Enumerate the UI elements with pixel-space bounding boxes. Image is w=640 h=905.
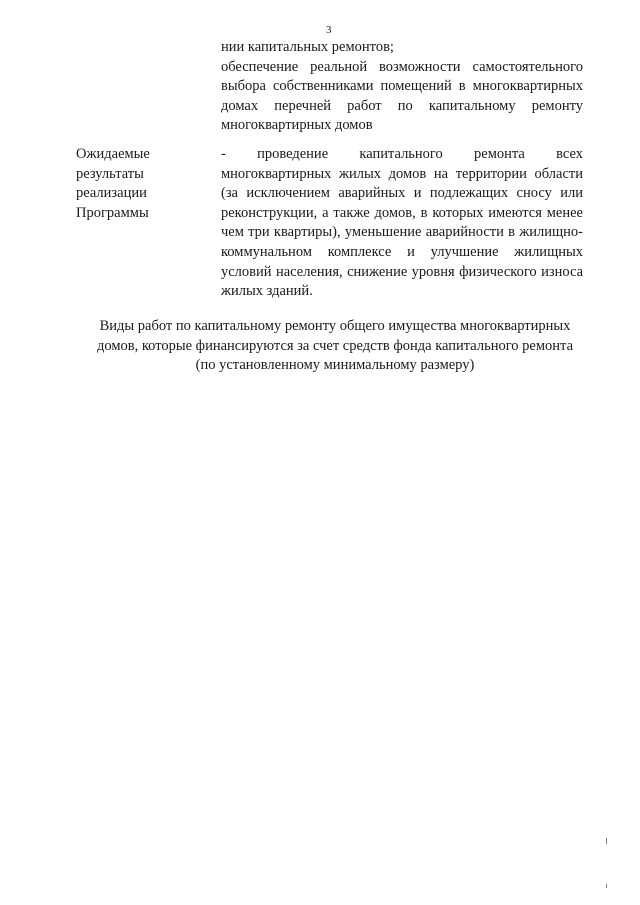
label-line: реализации [76, 185, 147, 201]
label-line: Ожидаемые [76, 146, 150, 162]
label-line: результаты [76, 165, 144, 182]
program-continuation-block [221, 38, 583, 136]
expected-results-text: - проведение капитального ремонта всех многоквартирных жилых домов на территории области (за исключением аварийных и подлежащих сносу или реконструкции, а также домов, в которых имеются менее чем три квартиры), уменьшение аварийности в жилищно-коммунальном комплексе и улучшение жилищных условий населения, снижение уровня физического износа жилых зданий. [221, 146, 583, 300]
scan-edge-mark [606, 884, 607, 888]
paragraph-text: обеспечение реальной возможности самостоятельного выбора собственниками помещений в многоквартирных домах перечней работ по капитальному ремонту многоквартирных домов [221, 58, 583, 133]
paragraph-line: нии капитальных ремонтов; [221, 39, 394, 55]
heading-line: Виды работ по капитальному ремонту общего имущества многоквартирных [99, 318, 571, 334]
expected-results-label [76, 145, 196, 223]
scan-edge-mark [606, 838, 607, 844]
page-number: 3 [326, 24, 332, 36]
heading-line: (по установленному минимальному размеру) [195, 357, 475, 373]
heading-line: домов, которые финансируются за счет средств фонда капитального ремонта [96, 337, 573, 354]
section-heading [70, 317, 600, 376]
label-line: Программы [76, 204, 149, 221]
